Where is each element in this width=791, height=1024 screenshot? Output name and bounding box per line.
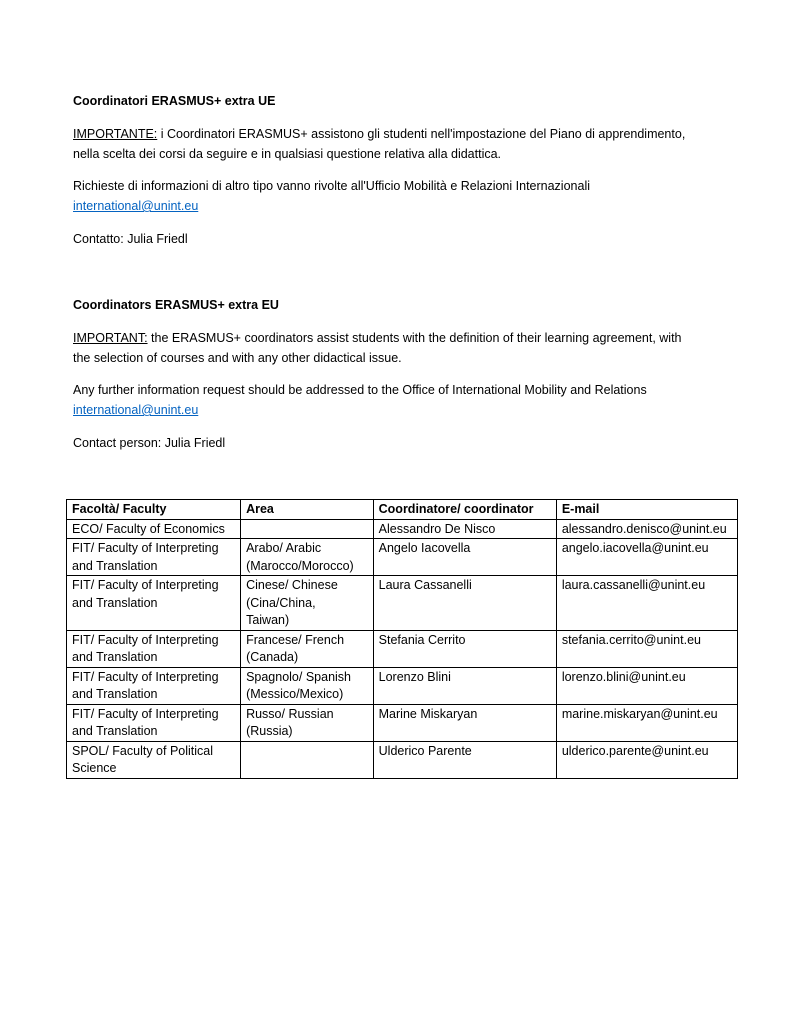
faculty-cell <box>67 667 241 704</box>
table-row <box>67 667 738 704</box>
faculty-cell <box>67 630 241 667</box>
important-it-line2: nella scelta dei corsi da seguire e in qualsiasi questione relativa alla didattica. <box>73 147 502 161</box>
email-cell: marine.miskaryan@unint.eu <box>556 704 737 741</box>
area-cell-line: (Marocco/Morocco) <box>246 558 354 573</box>
email-cell: laura.cassanelli@unint.eu <box>556 576 737 631</box>
coordinator-cell: Marine Miskaryan <box>373 704 556 741</box>
heading-it: Coordinatori ERASMUS+ extra UE <box>73 94 276 108</box>
table-header-row <box>67 500 738 520</box>
important-en-line2: the selection of courses and with any other didactical issue. <box>73 351 402 365</box>
area-cell-line: Cinese/ Chinese <box>246 578 338 592</box>
area-cell <box>241 741 374 778</box>
table-row <box>67 741 738 778</box>
area-cell <box>241 630 374 667</box>
coordinator-cell: Lorenzo Blini <box>373 667 556 704</box>
faculty-cell-line: SPOL/ Faculty of Political <box>72 743 214 758</box>
faculty-cell-line: FIT/ Faculty of Interpreting <box>72 632 219 647</box>
info-it-line: Richieste di informazioni di altro tipo vanno rivolte all'Ufficio Mobilità e Relazioni Internazionali <box>73 179 590 193</box>
important-it-text1: i Coordinatori ERASMUS+ assistono gli studenti nell'impostazione del Piano di apprendimento, <box>157 127 686 141</box>
coordinator-cell: Angelo Iacovella <box>373 539 556 576</box>
email-link-en[interactable]: international@unint.eu <box>73 403 199 417</box>
important-en-line1 <box>73 328 682 348</box>
important-it-label: IMPORTANTE: <box>73 127 158 141</box>
area-cell <box>241 519 374 539</box>
area-cell-line: Russo/ Russian <box>246 706 334 721</box>
faculty-cell-line: and Translation <box>72 724 158 738</box>
heading-en: Coordinators ERASMUS+ extra EU <box>73 298 279 312</box>
info-en-line: Any further information request should be addressed to the Office of International Mobility and Relations <box>73 383 647 397</box>
faculty-cell <box>67 519 241 539</box>
email-cell: lorenzo.blini@unint.eu <box>556 667 737 704</box>
email-cell: stefania.cerrito@unint.eu <box>556 630 737 667</box>
faculty-cell <box>67 576 241 631</box>
table-row <box>67 630 738 667</box>
faculty-cell-line: FIT/ Faculty of Interpreting <box>72 541 219 555</box>
coordinator-cell: Alessandro De Nisco <box>373 519 556 539</box>
faculty-cell-line: FIT/ Faculty of Interpreting <box>72 669 219 684</box>
faculty-cell-line: and Translation <box>72 595 158 610</box>
faculty-cell <box>67 741 241 778</box>
table-row <box>67 704 738 741</box>
faculty-cell-line: Science <box>72 761 117 775</box>
header-faculty: Facoltà/ Faculty <box>67 500 241 520</box>
table-row <box>67 539 738 576</box>
faculty-cell-line: ECO/ Faculty of Economics <box>72 521 225 536</box>
area-cell <box>241 539 374 576</box>
important-it-line1 <box>73 124 685 144</box>
faculty-cell <box>67 539 241 576</box>
faculty-cell-line: FIT/ Faculty of Interpreting <box>72 578 219 592</box>
email-link-it[interactable]: international@unint.eu <box>73 199 199 213</box>
area-cell-line: Francese/ French <box>246 632 345 647</box>
coordinators-table <box>66 499 738 779</box>
area-cell <box>241 576 374 631</box>
contact-en: Contact person: Julia Friedl <box>73 436 226 450</box>
table-row <box>67 576 738 631</box>
faculty-cell-line: and Translation <box>72 558 158 573</box>
area-cell <box>241 667 374 704</box>
email-cell: angelo.iacovella@unint.eu <box>556 539 737 576</box>
table-row <box>67 519 738 539</box>
faculty-cell-line: and Translation <box>72 687 158 701</box>
important-en-label: IMPORTANT: <box>73 331 148 345</box>
area-cell-line: (Russia) <box>246 724 293 738</box>
coordinator-cell: Ulderico Parente <box>373 741 556 778</box>
area-cell-line: (Cina/China, <box>246 595 316 610</box>
coordinator-cell: Laura Cassanelli <box>373 576 556 631</box>
email-cell: ulderico.parente@unint.eu <box>556 741 737 778</box>
faculty-cell <box>67 704 241 741</box>
faculty-cell-line: and Translation <box>72 650 158 664</box>
area-cell-line: (Canada) <box>246 650 299 664</box>
contact-it: Contatto: Julia Friedl <box>73 232 188 246</box>
area-cell-line: (Messico/Mexico) <box>246 687 344 701</box>
faculty-cell-line: FIT/ Faculty of Interpreting <box>72 706 219 721</box>
area-cell <box>241 704 374 741</box>
email-cell: alessandro.denisco@unint.eu <box>556 519 737 539</box>
area-cell-line: Arabo/ Arabic <box>246 541 322 555</box>
header-area: Area <box>241 500 374 520</box>
header-coordinator: Coordinatore/ coordinator <box>373 500 556 520</box>
coordinator-cell: Stefania Cerrito <box>373 630 556 667</box>
area-cell-line: Spagnolo/ Spanish <box>246 669 352 684</box>
header-email: E-mail <box>556 500 737 520</box>
important-en-text1: the ERASMUS+ coordinators assist students with the definition of their learning agreement, with <box>147 331 682 345</box>
area-cell-line: Taiwan) <box>246 613 290 627</box>
